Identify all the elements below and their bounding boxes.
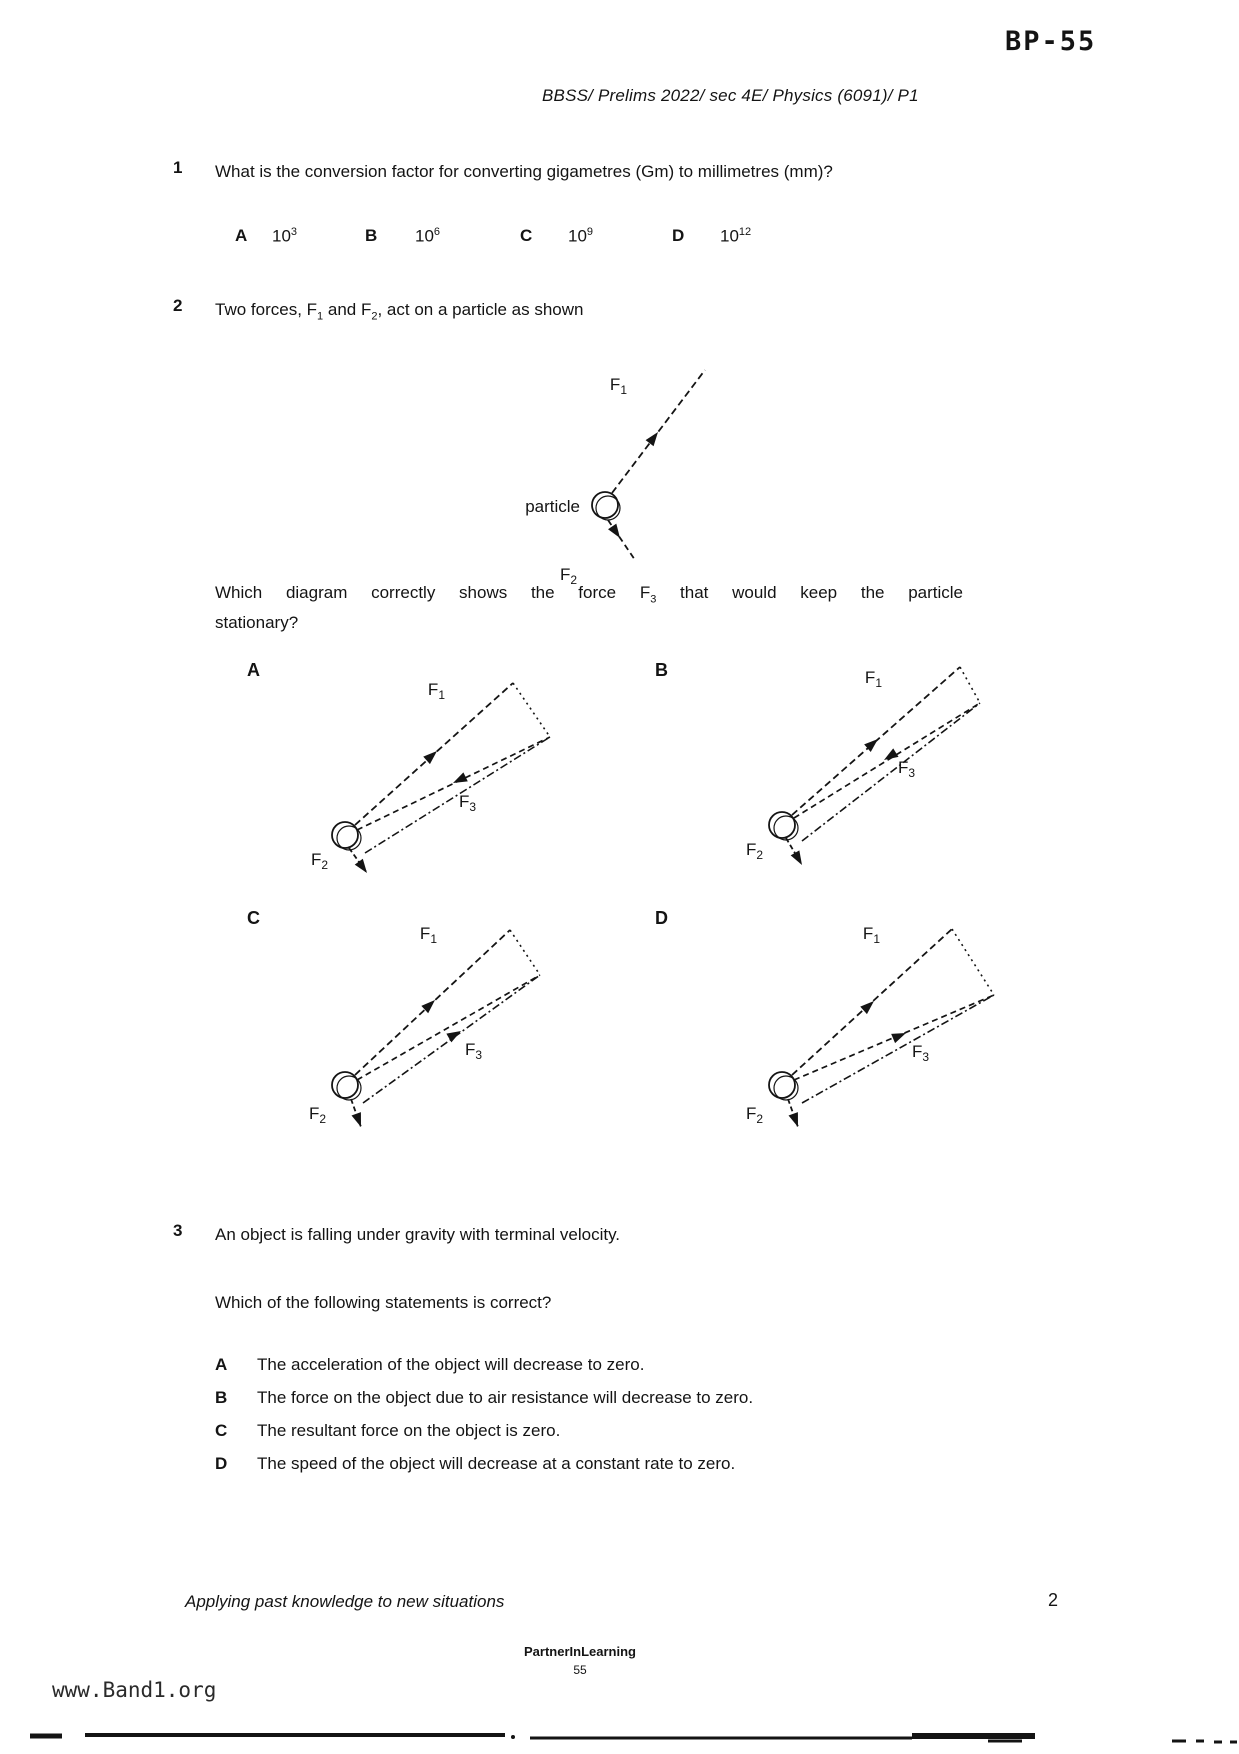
q1-option-c-value: $10^9$ bbox=[568, 226, 594, 246]
page-number: 2 bbox=[1048, 1590, 1059, 1610]
q1-text: What is the conversion factor for converting gigametres (Gm) to millimetres (mm)? bbox=[215, 162, 833, 181]
f2-arrowhead bbox=[791, 850, 807, 867]
q3-option-c-text: The resultant force on the object is zero. bbox=[257, 1421, 561, 1440]
f3-vector-line bbox=[357, 737, 550, 830]
f2-arrowhead bbox=[608, 524, 624, 541]
f3-label: $F_3$ bbox=[465, 1040, 483, 1062]
f1-label: $F_1$ bbox=[419, 924, 437, 946]
parallelogram-lower-edge bbox=[802, 703, 980, 841]
partner-number: 55 bbox=[573, 1663, 587, 1677]
parallelogram-top-edge bbox=[510, 930, 540, 975]
diagram-b-letter: B bbox=[655, 660, 668, 680]
footer-tagline: Applying past knowledge to new situations bbox=[185, 1592, 505, 1611]
particle-force-diagram bbox=[420, 330, 730, 592]
q1-option-d-letter: D bbox=[672, 226, 685, 245]
parallelogram-lower-edge bbox=[365, 737, 550, 853]
particle-circle-ghost bbox=[596, 496, 620, 520]
q3-prompt: Which of the following statements is correct? bbox=[215, 1293, 552, 1312]
q3-option-d-letter: D bbox=[215, 1454, 228, 1473]
particle-circle bbox=[332, 1072, 358, 1098]
q3-option-a bbox=[215, 1348, 753, 1381]
q2-ask-line1: Which diagram correctly shows the force $F_3$ that would keep the particle bbox=[215, 583, 963, 606]
q1-option-c-letter: C bbox=[520, 226, 533, 245]
f3-arrowhead bbox=[446, 1027, 463, 1043]
f1-label: $F_1$ bbox=[862, 924, 880, 946]
q1-number: 1 bbox=[173, 158, 183, 177]
f2-label: $F_2$ bbox=[311, 850, 329, 872]
particle-circle bbox=[769, 812, 795, 838]
f2-arrowhead bbox=[352, 1112, 366, 1129]
doc-reference: BBSS/ Prelims 2022/ sec 4E/ Physics (6091)/ P1 bbox=[542, 86, 919, 105]
f2-arrowhead bbox=[789, 1112, 803, 1129]
q1-option-b-value: $10^6$ bbox=[415, 226, 441, 246]
q3-option-c-letter: C bbox=[215, 1421, 228, 1440]
q1-option-b-letter: B bbox=[365, 226, 378, 245]
bp-number: BP-55 bbox=[1005, 26, 1097, 57]
q2-number: 2 bbox=[173, 296, 183, 315]
diagram-option-a bbox=[285, 665, 595, 885]
q3-option-b-letter: B bbox=[215, 1388, 228, 1407]
f2-label: $F_2$ bbox=[309, 1104, 327, 1126]
f2-vector-line bbox=[608, 520, 635, 560]
f3-label: $F_3$ bbox=[898, 758, 916, 780]
website-url: www.Band1.org bbox=[52, 1678, 217, 1702]
f3-vector-line bbox=[357, 975, 540, 1080]
diagram-a-letter: A bbox=[247, 660, 260, 680]
parallelogram-top-edge bbox=[952, 929, 994, 995]
q3-option-d-text: The speed of the object will decrease at a constant rate to zero. bbox=[257, 1454, 736, 1473]
f3-arrowhead bbox=[881, 748, 898, 764]
diagram-option-b bbox=[722, 655, 1032, 875]
q3-statement: An object is falling under gravity with terminal velocity. bbox=[215, 1225, 621, 1244]
particle-circle bbox=[769, 1072, 795, 1098]
diagram-c-letter: C bbox=[247, 908, 260, 928]
scan-line-dot bbox=[511, 1735, 515, 1739]
f3-vector-line bbox=[794, 703, 980, 818]
f1-label: $F_1$ bbox=[864, 668, 882, 690]
q3-options bbox=[215, 1348, 753, 1480]
f1-label: $F_1$ bbox=[609, 375, 627, 397]
f3-arrowhead bbox=[891, 1028, 908, 1043]
bottom-scan-line bbox=[0, 1728, 1239, 1750]
f2-label: $F_2$ bbox=[560, 565, 578, 587]
q2-ask-line2: stationary? bbox=[215, 613, 299, 632]
f3-label: $F_3$ bbox=[912, 1042, 930, 1064]
f3-arrowhead bbox=[451, 772, 468, 787]
f2-arrowhead bbox=[355, 859, 371, 876]
q3-number: 3 bbox=[173, 1221, 183, 1240]
diagram-option-d bbox=[722, 915, 1032, 1135]
q3-option-b-text: The force on the object due to air resistance will decrease to zero. bbox=[257, 1388, 754, 1407]
q3-option-a-letter: A bbox=[215, 1355, 228, 1374]
q3-option-b bbox=[215, 1381, 753, 1414]
f1-label: $F_1$ bbox=[427, 680, 445, 702]
q1-option-a-value: $10^3$ bbox=[272, 226, 298, 246]
q3-option-a-text: The acceleration of the object will decrease to zero. bbox=[257, 1355, 645, 1374]
f2-label: $F_2$ bbox=[746, 840, 764, 862]
q2-text: Two forces, $F_1$ and $F_2$, act on a particle as shown bbox=[215, 300, 584, 323]
parallelogram-top-edge bbox=[513, 683, 550, 737]
diagram-d-letter: D bbox=[655, 908, 668, 928]
parallelogram-lower-edge bbox=[802, 995, 994, 1103]
diagram-option-c bbox=[285, 915, 595, 1135]
q3-option-c bbox=[215, 1414, 753, 1447]
q1-option-a-letter: A bbox=[235, 226, 248, 245]
f2-label: $F_2$ bbox=[746, 1104, 764, 1126]
particle-circle bbox=[332, 822, 358, 848]
q1-option-d-value: $10^{12}$ bbox=[720, 226, 752, 246]
parallelogram-top-edge bbox=[960, 667, 980, 703]
particle-label: particle bbox=[525, 497, 580, 516]
partner-learning-line: PartnerInLearning bbox=[524, 1644, 636, 1659]
f3-label: $F_3$ bbox=[459, 792, 477, 814]
q3-option-d bbox=[215, 1447, 753, 1480]
